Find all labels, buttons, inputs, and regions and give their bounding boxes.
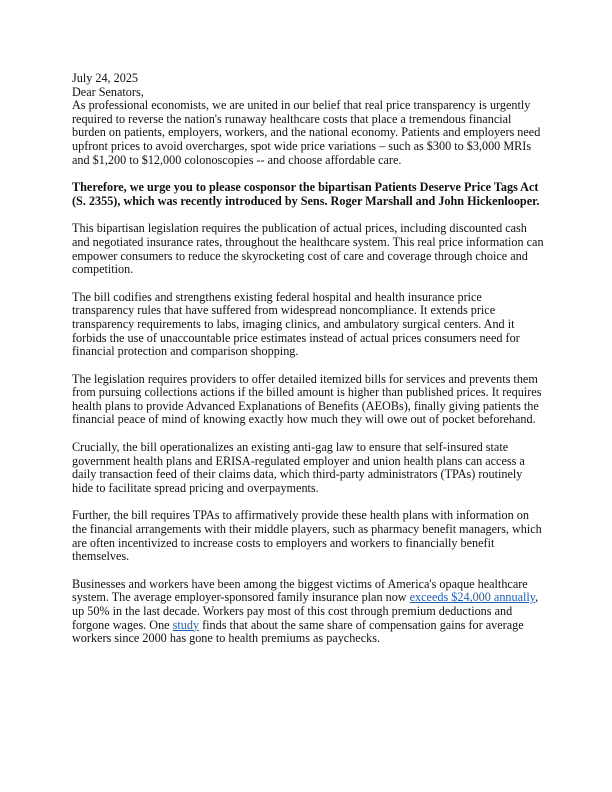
paragraph-intro: As professional economists, we are united in our belief that real price transparency is urgently required to reverse the nation's runaway healthcare costs that place a tremendous financial burden on patients, employers, workers, and the national economy. Patients and employers need upfront prices to avoid overcharges, spot wide price variations – such as $300 to $3,000 MRIs and $1,200 to $12,000 colonoscopies -- and choose affordable care. — [72, 98, 541, 167]
paragraph-anti-gag: Crucially, the bill operationalizes an existing anti-gag law to ensure that self-insured state government health plans and ERISA-regulated employer and union health plans can access a daily transaction feed of their claims data, which third-party administrators (TPAs) routinely hide to facilitate spread pricing and overpayments. — [72, 440, 525, 495]
employer-costs-text-2: , up 50% in the last decade. Workers pay most of this cost through premium deductions and forgone wages. One — [72, 590, 539, 632]
employer-costs-text-3: finds that about the same share of compensation gains for average workers since 2000 has gone to health premiums as paychecks. — [72, 617, 524, 646]
link-study[interactable]: study — [172, 617, 200, 632]
paragraph-legislation-summary: This bipartisan legislation requires the publication of actual prices, including discounted cash and negotiated insurance rates, throughout the healthcare system. This real price information can empower consumers to reduce the skyrocketing cost of care and coverage through choice and competition. — [72, 221, 544, 277]
paragraph-itemized-bills: The legislation requires providers to offer detailed itemized bills for services and prevents them from pursuing collections actions if the billed amount is higher than published prices. It requires health plans to provide Advanced Explanations of Benefits (AEOBs), finally giving patients the financial peace of mind of knowing exactly how much they will owe out of pocket beforehand. — [72, 371, 542, 427]
letter-body — [72, 72, 544, 660]
paragraph-employer-costs — [72, 578, 544, 646]
letter-date: July 24, 2025 — [72, 71, 139, 85]
paragraph-call-to-action: Therefore, we urge you to please cosponsor the bipartisan Patients Deserve Price Tags Act (S. 2355), which was recently introduced by Sens. Roger Marshall and John Hickenlooper. — [72, 180, 540, 208]
letter-salutation: Dear Senators, — [72, 84, 144, 99]
paragraph-codifies-rules: The bill codifies and strengthens existing federal hospital and health insurance price transparency rules that have suffered from widespread noncompliance. It extends price transparency requirements to labs, imaging clinics, and ambulatory surgical centers. And it forbids the use of unaccountable price estimates instead of actual prices consumers need for financial protection and comparison shopping. — [72, 289, 520, 359]
link-exceeds-24000[interactable]: exceeds $24,000 annually — [409, 590, 536, 605]
paragraph-tpa-disclosure: Further, the bill requires TPAs to affirmatively provide these health plans with information on the financial arrangements with their middle players, such as pharmacy benefit managers, which are often incentivized to increase costs to employers and workers to financially benefit themselves. — [72, 508, 542, 564]
employer-costs-text-1: Businesses and workers have been among the biggest victims of America's opaque healthcare system. The average employer-sponsored family insurance plan now — [72, 576, 528, 605]
